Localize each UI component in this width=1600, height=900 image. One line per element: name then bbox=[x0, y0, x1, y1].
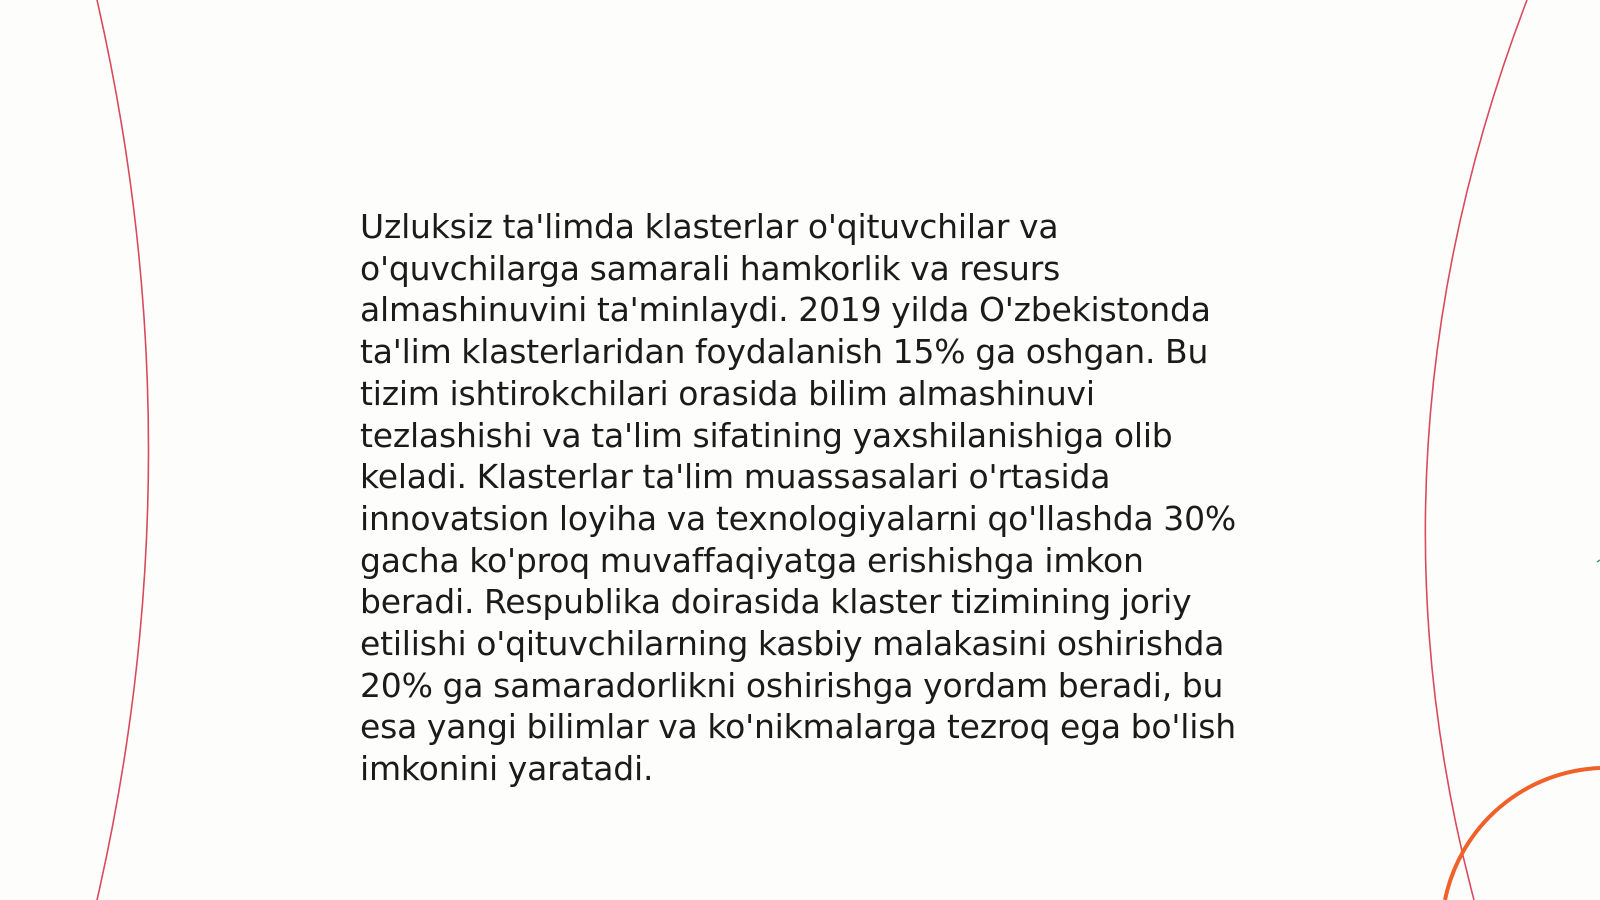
body-line: beradi. Respublika doirasida klaster tizimining joriy bbox=[360, 582, 1192, 622]
body-line: innovatsion loyiha va texnologiyalarni qo'llashda 30% bbox=[360, 498, 1237, 538]
body-line: o'quvchilarga samarali hamkorlik va resurs bbox=[360, 248, 1061, 288]
body-line: 20% ga samaradorlikni oshirishga yordam beradi, bu bbox=[360, 665, 1224, 705]
body-paragraph bbox=[360, 206, 1240, 790]
body-line: keladi. Klasterlar ta'lim muassasalari o'rtasida bbox=[360, 457, 1111, 497]
body-line: esa yangi bilimlar va ko'nikmalarga tezroq ega bo'lish bbox=[360, 707, 1236, 747]
body-line: gacha ko'proq muvaffaqiyatga erishishga imkon bbox=[360, 540, 1144, 580]
body-line: tezlashishi va ta'lim sifatining yaxshilanishiga olib bbox=[360, 415, 1173, 455]
right-curve-line bbox=[1425, 0, 1527, 900]
body-line: almashinuvini ta'minlaydi. 2019 yilda O'zbekistonda bbox=[360, 290, 1211, 330]
body-line: etilishi o'qituvchilarning kasbiy malakasini oshirishda bbox=[360, 624, 1225, 664]
body-line: Uzluksiz ta'limda klasterlar o'qituvchilar va bbox=[360, 207, 1059, 246]
body-line: tizim ishtirokchilari orasida bilim almashinuvi bbox=[360, 373, 1095, 413]
body-line: ta'lim klasterlaridan foydalanish 15% ga oshgan. Bu bbox=[360, 332, 1209, 372]
body-line: imkonini yaratadi. bbox=[360, 749, 654, 789]
left-curve-line bbox=[97, 0, 149, 900]
